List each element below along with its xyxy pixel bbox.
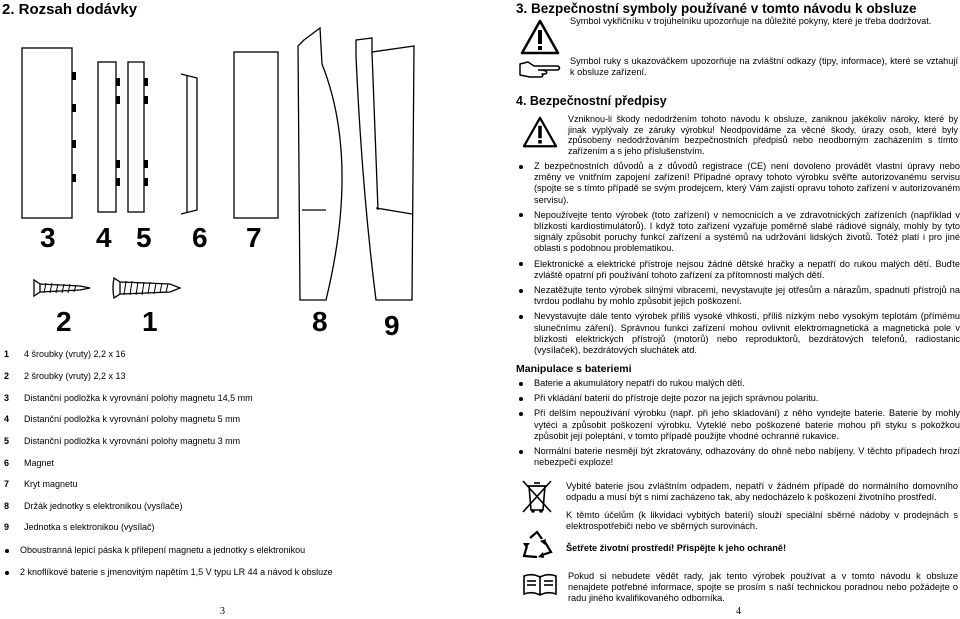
crossed-bin-icon xyxy=(520,478,554,514)
battery-item: Při vkládání baterií do přístroje dejte pozor na jejich správnou polaritu. xyxy=(516,393,960,404)
battery-item: Baterie a akumulátory nepatří do rukou malých dětí. xyxy=(516,378,960,389)
parts-list-item: 7 Kryt magnetu xyxy=(4,479,78,489)
page-number-left: 3 xyxy=(220,606,225,617)
battery-list xyxy=(516,378,960,472)
recycle-icon xyxy=(518,530,556,560)
pointing-hand-icon xyxy=(518,58,562,80)
warning-symbol-text: Symbol vykřičníku v trojúhelníku upozorňuje na důležité pokyny, které je třeba dodržovat. xyxy=(570,16,932,26)
parts-list-item: 9 Jednotka s elektronikou (vysílač) xyxy=(4,522,155,532)
hand-symbol-text: Symbol ruky s ukazováčkem upozorňuje na zvláštní odkazy (tipy, informace), které se vztahují k obsluze zařízení. xyxy=(570,56,958,78)
extras-list xyxy=(2,545,422,582)
safety-item: Nevystavujte dále tento výrobek příliš vysoké vlhkosti, příliš nízkým nebo vysokým teplotám (přímému slunečnímu záření). Správnou funkci zařízení mohou ovlivnit elektromagnetická a magnetická pole v blízkosti elektrických přístrojů (motorů) nebo reproduktorů, bezdrátových telefonů, radiostanic (vysílaček), bezdrátových sluchátek atd. xyxy=(516,311,960,356)
section-4-title: 4. Bezpečnostní předpisy xyxy=(516,94,667,108)
label-part-3: 3 xyxy=(40,222,56,253)
left-page-title: 2. Rozsah dodávky xyxy=(2,1,138,18)
label-part-5: 5 xyxy=(136,222,152,253)
label-part-6: 6 xyxy=(192,222,208,253)
parts-list-item: 5 Distanční podložka k vyrovnání polohy magnetu 3 mm xyxy=(4,436,241,446)
battery-section-title: Manipulace s bateriemi xyxy=(516,363,632,375)
warning-triangle-icon xyxy=(520,19,560,55)
parts-list-item: 2 2 šroubky (vruty) 2,2 x 13 xyxy=(4,371,126,381)
section-3-title: 3. Bezpečnostní symboly používané v tomto návodu k obsluze xyxy=(516,1,917,16)
extras-item: Oboustranná lepicí páska k přilepení magnetu a jednotky s elektronikou xyxy=(2,545,422,556)
final-note-text: Pokud si nebudete vědět rady, jak tento výrobek používat a v tomto návodu k obsluze nenajdete potřebné informace, spojte se prosím s naší technickou poradnou nebo požádejte o radu jiného kvalifikovaného odborníka. xyxy=(568,571,958,604)
open-book-icon xyxy=(522,572,558,598)
safety-item: Elektronické a elektrické přístroje nejsou žádné dětské hračky a nepatří do rukou malých dětí. Buďte zvláště opatrní při používání tohoto zařízení za přítomnosti malých dětí. xyxy=(516,259,960,281)
label-part-4: 4 xyxy=(96,222,112,253)
label-part-2: 2 xyxy=(56,306,72,337)
parts-list-item: 1 4 šroubky (vruty) 2,2 x 16 xyxy=(4,349,126,359)
safety-list xyxy=(516,161,960,360)
safety-item: Z bezpečnostních důvodů a z důvodů registrace (CE) není dovoleno provádět vlastní úpravy nebo změny ve vnitřním zapojení zařízení! Případné opravy tohoto výrobku svěřte autorizovanému servisu (spojte se s tímto případě se svým prodejcem, který Vám zajistí opravu tohoto zařízení v autorizovaném servisu). xyxy=(516,161,960,206)
label-part-8: 8 xyxy=(312,306,328,337)
battery-item: Při delším nepoužívání výrobku (např. při jeho skladování) z něho vyndejte baterie. Baterie by mohly vytéci a způsobit poškození výrobku. Vyteklé nebo poškozené baterie mohou při styku s pokožkou způsobit její poleptání, v tomto případě použijte vhodné ochranné rukavice. xyxy=(516,408,960,442)
extras-item: 2 knoflíkové baterie s jmenovitým napětím 1,5 V typu LR 44 a návod k obsluze xyxy=(2,567,422,578)
recycle-bold-text: Šetřete životní prostředí! Přispějte k jeho ochraně! xyxy=(566,543,787,553)
battery-item: Normální baterie nesmějí být zkratovány, odhazovány do ohně nebo nabíjeny. V těchto případech hrozí nebezpečí exploze! xyxy=(516,446,960,468)
label-part-9: 9 xyxy=(384,310,400,341)
label-part-7: 7 xyxy=(246,222,262,253)
parts-list-item: 4 Distanční podložka k vyrovnání polohy magnetu 5 mm xyxy=(4,414,241,424)
section-4-intro: Vzniknou-li škody nedodržením tohoto návodu k obsluze, zaniknou jakékoliv nároky, které by jinak vyplývaly ze záruky výrobku! Neodpovídáme za věcné škody, úrazy osob, které byly způsobeny nedodržováním bezpečnostních předpisů nebo neodborným zacházením s tímto zařízením a s jeho příslušenstvím. xyxy=(568,114,958,156)
warning-triangle-icon xyxy=(522,116,558,148)
parts-list-item: 6 Magnet xyxy=(4,458,55,468)
safety-item: Nepoužívejte tento výrobek (toto zařízení) v nemocnicích a ve zdravotnických zařízeních (například v blízkosti kardiostimulátorů). I když toto zařízení vyzařuje poměrně slabé rádiové signály, mohly by tyto signály způsobit poruchy funkcí zařízení a systémů na udržování lidských životů. Totéž platí i pro jiné oblasti s podobnou problematikou. xyxy=(516,210,960,255)
recycle-text-1: Vybité baterie jsou zvláštním odpadem, nepatří v žádném případě do normálního domovního odpadu a musí být s nimi zacházeno tak, aby nedocházelo k poškození životního prostředí. xyxy=(566,481,958,503)
recycle-text-2: K těmto účelům (k likvidaci vybitých baterií) slouží speciální sběrné nádoby v prodejnách s elektrospotřebiči nebo ve sběrných surovinách. xyxy=(566,510,958,532)
safety-item: Nezatěžujte tento výrobek silnými vibracemi, nevystavujte jej otřesům a nárazům, spadnutí přístrojů na tvrdou podlahu by mohlo způsobit jejich poškození. xyxy=(516,285,960,307)
parts-list-item: 8 Držák jednotky s elektronikou (vysílače) xyxy=(4,501,183,511)
parts-list xyxy=(4,0,424,619)
page-number-right: 4 xyxy=(736,606,741,617)
parts-list-item: 3 Distanční podložka k vyrovnání polohy magnetu 14,5 mm xyxy=(4,393,253,403)
label-part-1: 1 xyxy=(142,306,158,337)
